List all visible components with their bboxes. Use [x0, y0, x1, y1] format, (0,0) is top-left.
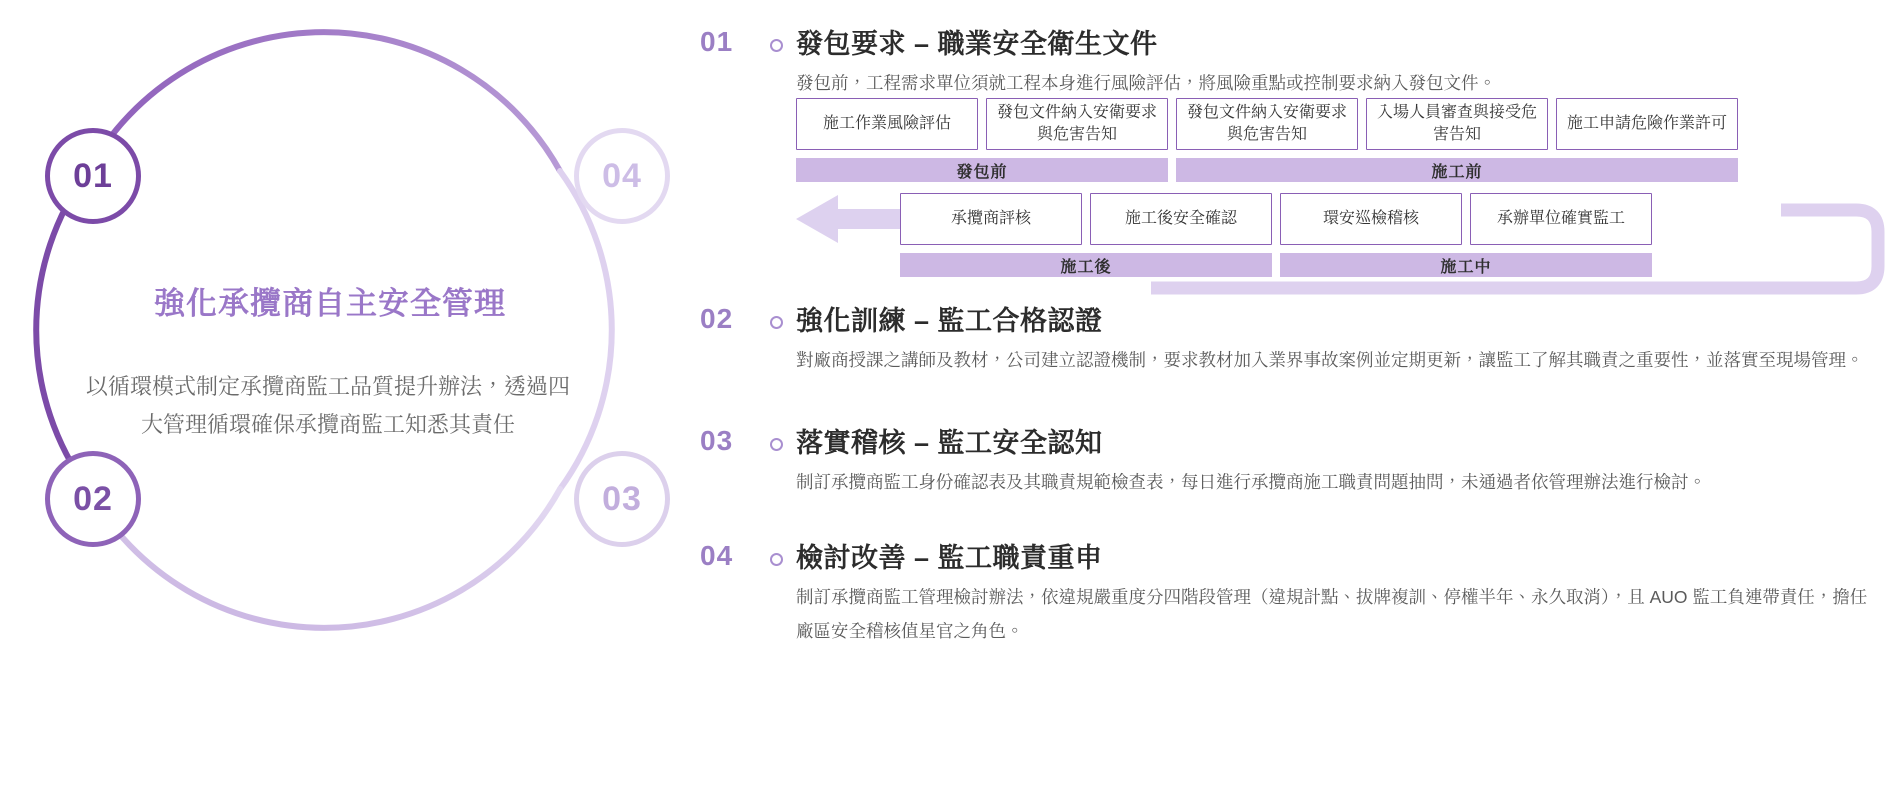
section-04-title: 檢討改善 – 監工職責重申: [796, 543, 1103, 573]
section-03-bullet-icon: [770, 438, 783, 451]
cycle-ring-graphic: [22, 28, 642, 632]
cycle-node-04[interactable]: [574, 128, 670, 224]
flow-box-top-5: 施工申請危險作業許可: [1556, 98, 1738, 150]
cycle-node-03-label: 03: [602, 479, 642, 518]
section-01-body: 發包前，工程需求單位須就工程本身進行風險評估，將風險重點或控制要求納入發包文件。: [796, 73, 1496, 93]
cycle-title: 強化承攬商自主安全管理: [154, 286, 506, 321]
flow-box-top-3: 發包文件納入安衛要求與危害告知: [1176, 98, 1358, 150]
cycle-panel: [0, 0, 700, 799]
flow-band-during-construction: 施工中: [1280, 253, 1652, 277]
section-01-title: 發包要求 – 職業安全衛生文件: [796, 29, 1158, 59]
flow-band-before-bidding: 發包前: [796, 158, 1168, 182]
section-01-number: 01: [700, 26, 734, 57]
flow-box-top-4: 入場人員審查與接受危害告知: [1366, 98, 1548, 150]
cycle-description: 以循環模式制定承攬商監工品質提升辦法，透過四大管理循環確保承攬商監工知悉其責任: [85, 374, 570, 437]
flow-box-bottom-1: 承攬商評核: [900, 193, 1082, 245]
flow-box-bottom-2: 施工後安全確認: [1090, 193, 1272, 245]
flow-box-bottom-3: 環安巡檢稽核: [1280, 193, 1462, 245]
section-04-bullet-icon: [770, 553, 783, 566]
flow-band-after-construction: 施工後: [900, 253, 1272, 277]
cycle-node-04-label: 04: [602, 156, 642, 195]
section-01-bullet-icon: [770, 39, 783, 52]
section-02-body: 對廠商授課之講師及教材，公司建立認證機制，要求教材加入業界事故案例並定期更新，讓監工了解其職責之重要性，並落實至現場管理。: [796, 350, 1864, 370]
section-02-title: 強化訓練 – 監工合格認證: [796, 306, 1103, 336]
cycle-node-02[interactable]: [45, 451, 141, 547]
cycle-node-01-label: 01: [73, 156, 113, 195]
cycle-node-02-label: 02: [73, 479, 113, 518]
flow-box-top-2: 發包文件納入安衛要求與危害告知: [986, 98, 1168, 150]
section-03-title: 落實稽核 – 監工安全認知: [796, 428, 1103, 458]
flow-band-before-construction: 施工前: [1176, 158, 1738, 182]
section-04-body: 制訂承攬商監工管理檢討辦法，依違規嚴重度分四階段管理（違規計點、拔牌複訓、停權半年、永久取消），且 AUO 監工負連帶責任，擔任廠區安全稽核值星官之角色。: [796, 587, 1868, 642]
sections-panel: [700, 0, 1891, 799]
flow-box-top-1: 施工作業風險評估: [796, 98, 978, 150]
section-02-number: 02: [700, 303, 734, 334]
section-04-number: 04: [700, 540, 734, 571]
section-03-body: 制訂承攬商監工身份確認表及其職責規範檢查表，每日進行承攬商施工職責問題抽問，未通過者依管理辦法進行檢討。: [796, 472, 1706, 492]
contractor-flow-diagram: [796, 98, 1891, 298]
flow-box-bottom-4: 承辦單位確實監工: [1470, 193, 1652, 245]
cycle-node-03[interactable]: [574, 451, 670, 547]
cycle-node-01[interactable]: [45, 128, 141, 224]
section-02-bullet-icon: [770, 316, 783, 329]
section-03-number: 03: [700, 425, 734, 456]
flow-left-arrow-icon: [796, 193, 916, 245]
